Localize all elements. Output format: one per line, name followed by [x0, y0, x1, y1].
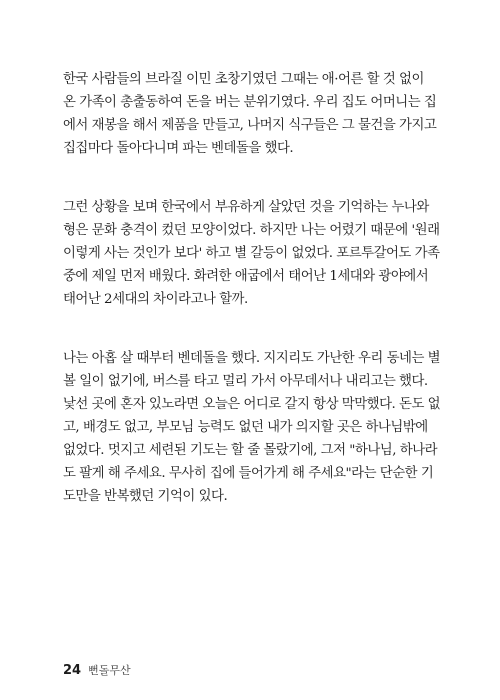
- text-line: 집집마다 돌아다니며 파는 벤데돌을 했다.: [63, 141, 294, 156]
- text-line: 온 가족이 총출동하여 돈을 버는 분위기였다. 우리 집도 어머니는 집: [63, 95, 437, 110]
- text-line: 고, 배경도 없고, 부모님 능력도 없던 내가 의지할 곳은 하나님밖에: [63, 420, 428, 435]
- running-title: 뻔돌무산: [88, 664, 131, 677]
- page-number: 24: [63, 663, 82, 678]
- text-line: 없었다. 멋지고 세련된 기도는 할 줄 몰랐기에, 그저 "하나님, 하나라: [63, 443, 438, 458]
- text-line: 에서 재봉을 해서 제품을 만들고, 나머지 식구들은 그 물건을 가지고: [63, 118, 437, 133]
- page-footer: [63, 662, 131, 678]
- text-line: 도만을 반복했던 기억이 있다.: [63, 489, 228, 504]
- text-line: 나는 아홉 살 때부터 벤데돌을 했다. 지지리도 가난한 우리 동네는 별: [63, 351, 441, 366]
- paragraph-2: [63, 196, 441, 311]
- text-line: 한국 사람들의 브라질 이민 초창기였던 그때는 애·어른 할 것 없이: [63, 72, 424, 87]
- paragraph-1: [63, 68, 441, 160]
- text-line: 형은 문화 충격이 컸던 모양이었다. 하지만 나는 어렸기 때문에 '원래: [63, 223, 440, 238]
- text-line: 볼 일이 없기에, 버스를 타고 멀리 가서 아무데서나 내리고는 했다.: [63, 374, 428, 389]
- text-line: 이렇게 사는 것인가 보다' 하고 별 갈등이 없었다. 포르투갈어도 가족: [63, 246, 440, 261]
- text-line: 낯선 곳에 혼자 있노라면 오늘은 어디로 갈지 항상 막막했다. 돈도 없: [63, 397, 441, 412]
- paragraph-gap: [63, 160, 441, 196]
- text-line: 중에 제일 먼저 배웠다. 화려한 애굽에서 태어난 1세대와 광야에서: [63, 269, 429, 284]
- text-line: 도 팔게 해 주세요. 무사히 집에 들어가게 해 주세요"라는 단순한 기: [63, 466, 434, 481]
- text-line: 태어난 2세대의 차이라고나 할까.: [63, 292, 248, 307]
- paragraph-3: [63, 347, 441, 508]
- body-text: [63, 68, 441, 508]
- paragraph-gap: [63, 311, 441, 347]
- text-line: 그런 상황을 보며 한국에서 부유하게 살았던 것을 기억하는 누나와: [63, 200, 429, 215]
